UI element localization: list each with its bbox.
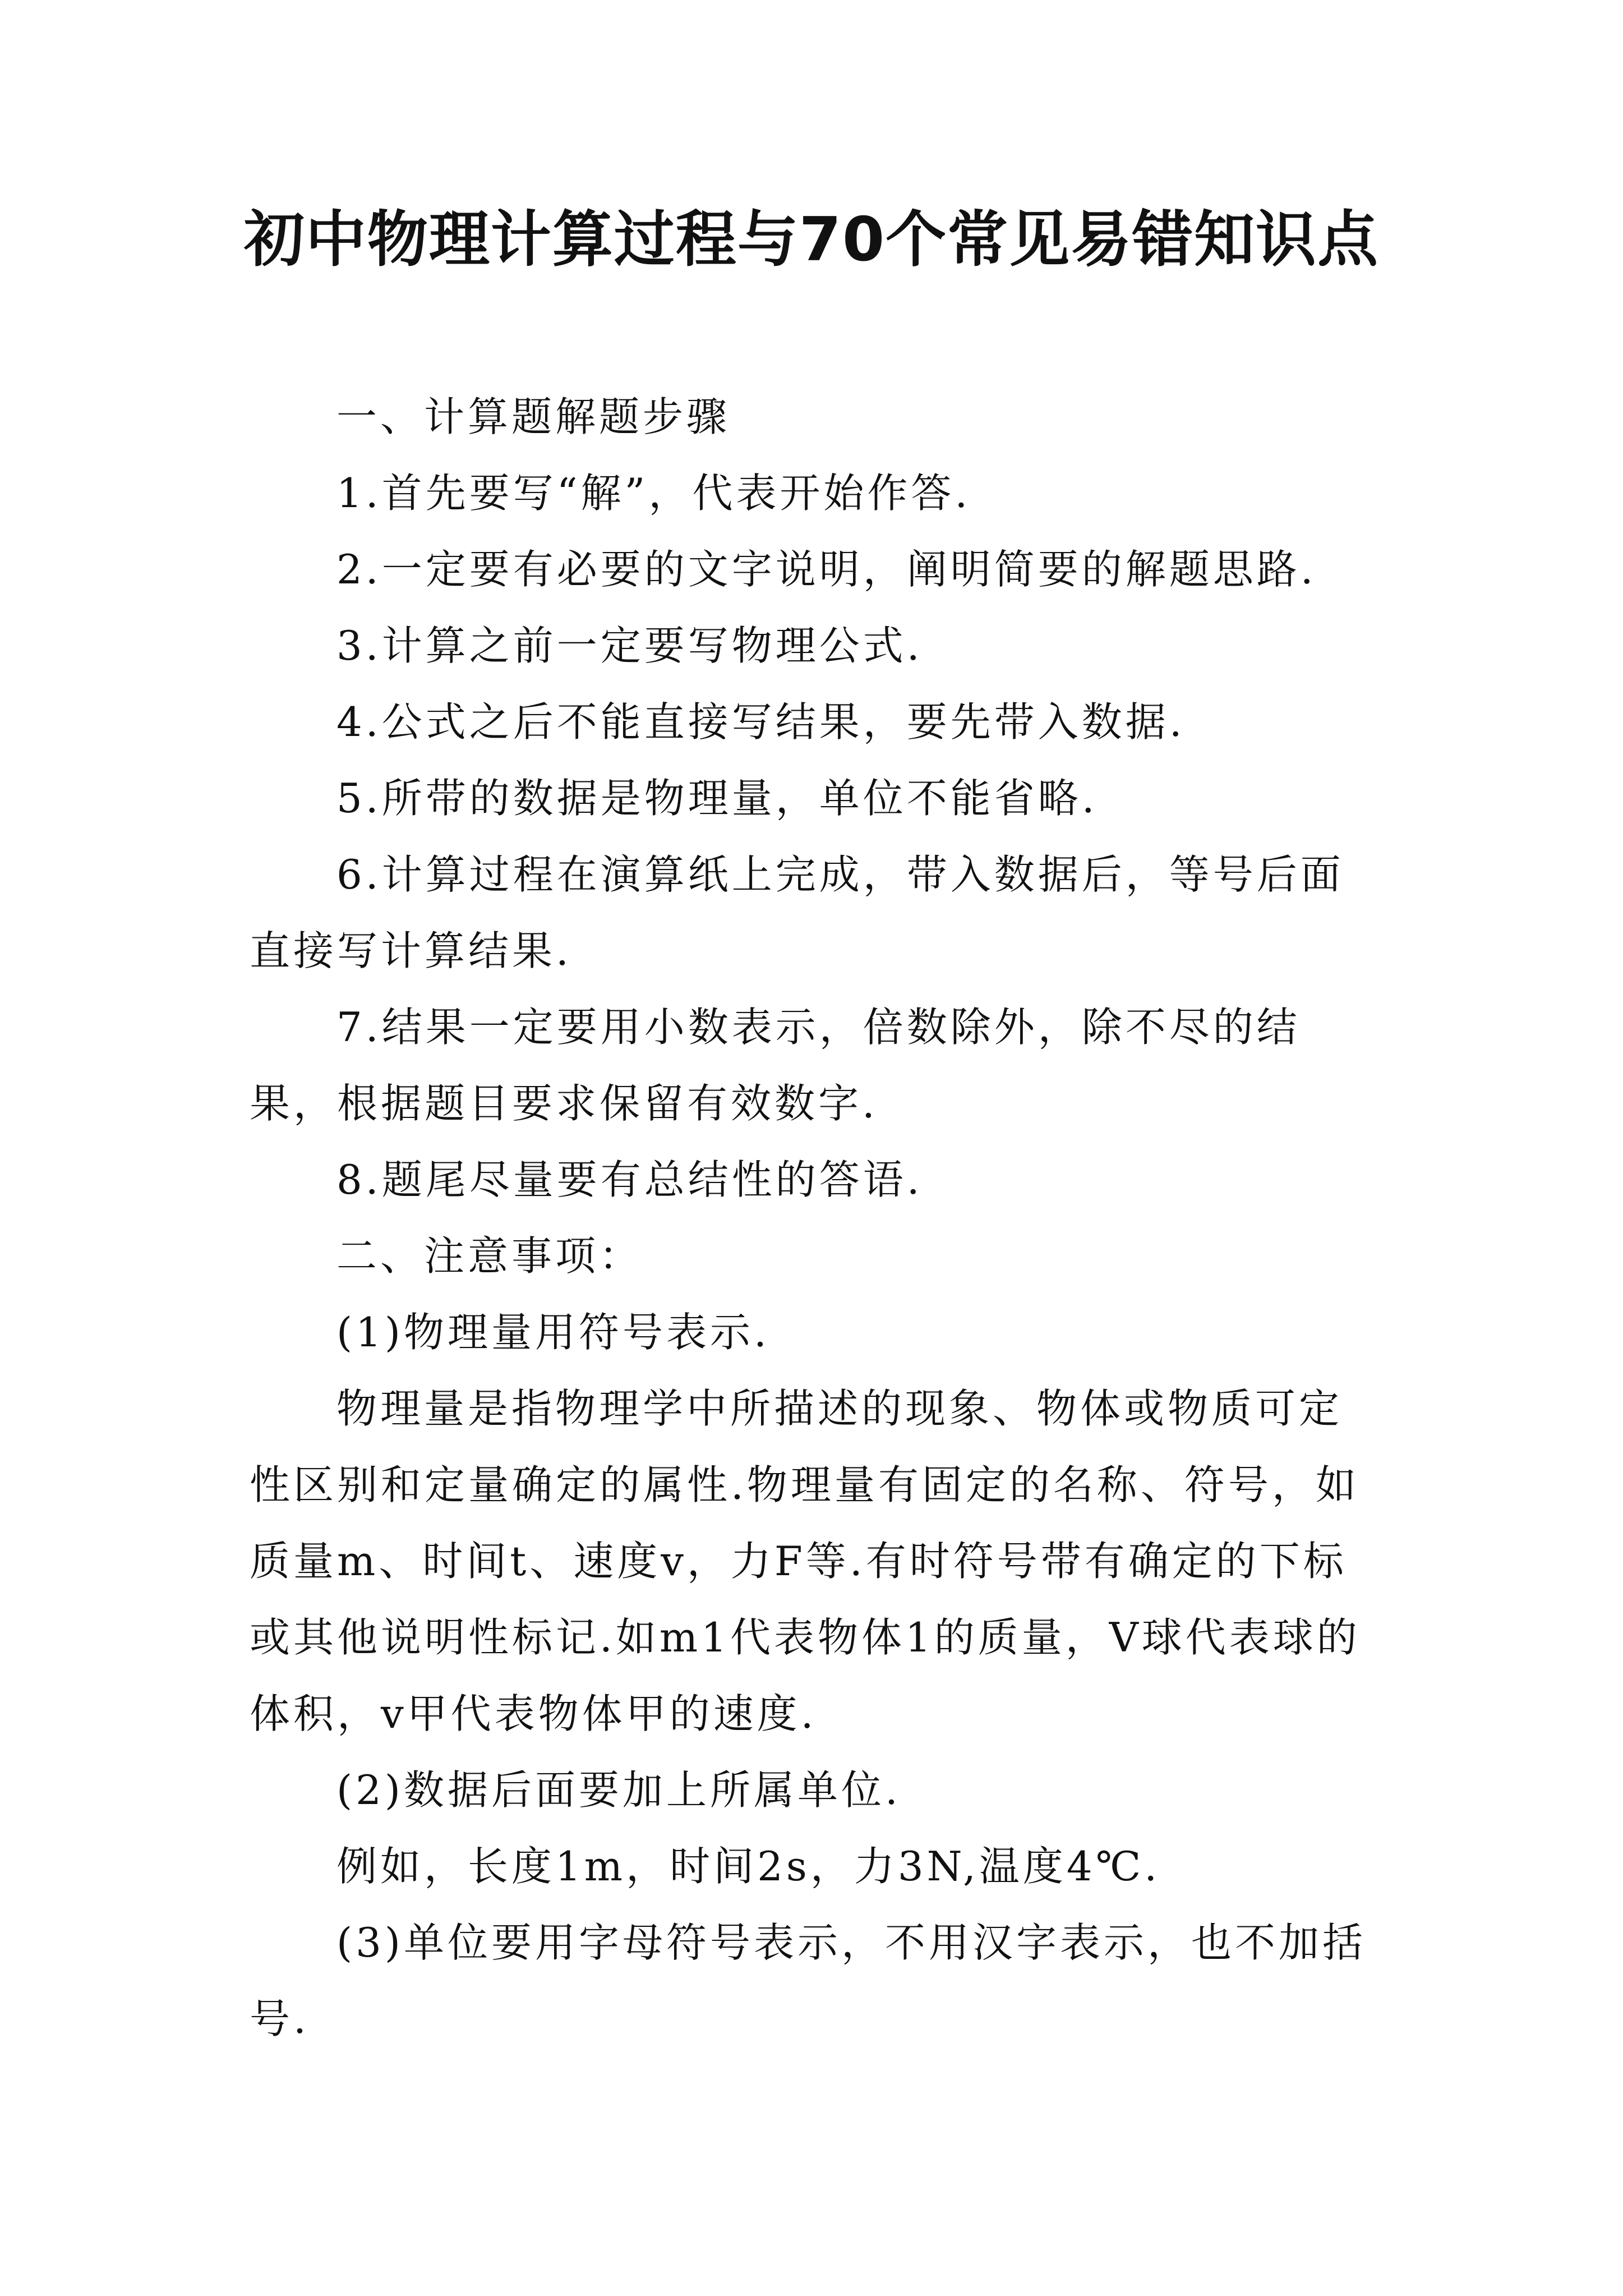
page-title: 初中物理计算过程与70个常见易错知识点 [243,205,1380,275]
step-item: 3.计算之前一定要写物理公式. [336,622,923,669]
step-item: 8.题尾尽量要有总结性的答语. [336,1156,923,1203]
step-item: 1.首先要写“解”，代表开始作答. [336,470,971,517]
step-item: 6.计算过程在演算纸上完成，带入数据后，等号后面直接写计算结果. [250,851,1344,974]
section-heading: 一、计算题解题步骤 [336,393,731,440]
step-item: 5.所带的数据是物理量，单位不能省略. [336,775,1098,822]
section-heading: 二、注意事项： [336,1232,643,1280]
step-item: 7.结果一定要用小数表示，倍数除外，除不尽的结果，根据题目要求保留有效数字. [250,1004,1301,1127]
note-heading: (3)单位要用字母符号表示，不用汉字表示，也不加括号. [250,1919,1366,2042]
note-heading: (1)物理量用符号表示. [336,1309,770,1356]
body-paragraph: 例如，长度1m，时间2s，力3N,温度4℃. [336,1843,1161,1890]
document-body [250,379,1377,2057]
step-item: 4.公式之后不能直接写结果，要先带入数据. [336,698,1186,746]
step-item: 2.一定要有必要的文字说明，阐明简要的解题思路. [336,546,1317,593]
body-paragraph: 物理量是指物理学中所描述的现象、物体或物质可定性区别和定量确定的属性.物理量有固定的名称、符号，如质量m、时间t、速度v，力F等.有时符号带有确定的下标或其他说明性标记.如m1代表物体1的质量，V球代表球的体积，v甲代表物体甲的速度. [250,1385,1361,1737]
note-heading: (2)数据后面要加上所属单位. [336,1766,901,1814]
